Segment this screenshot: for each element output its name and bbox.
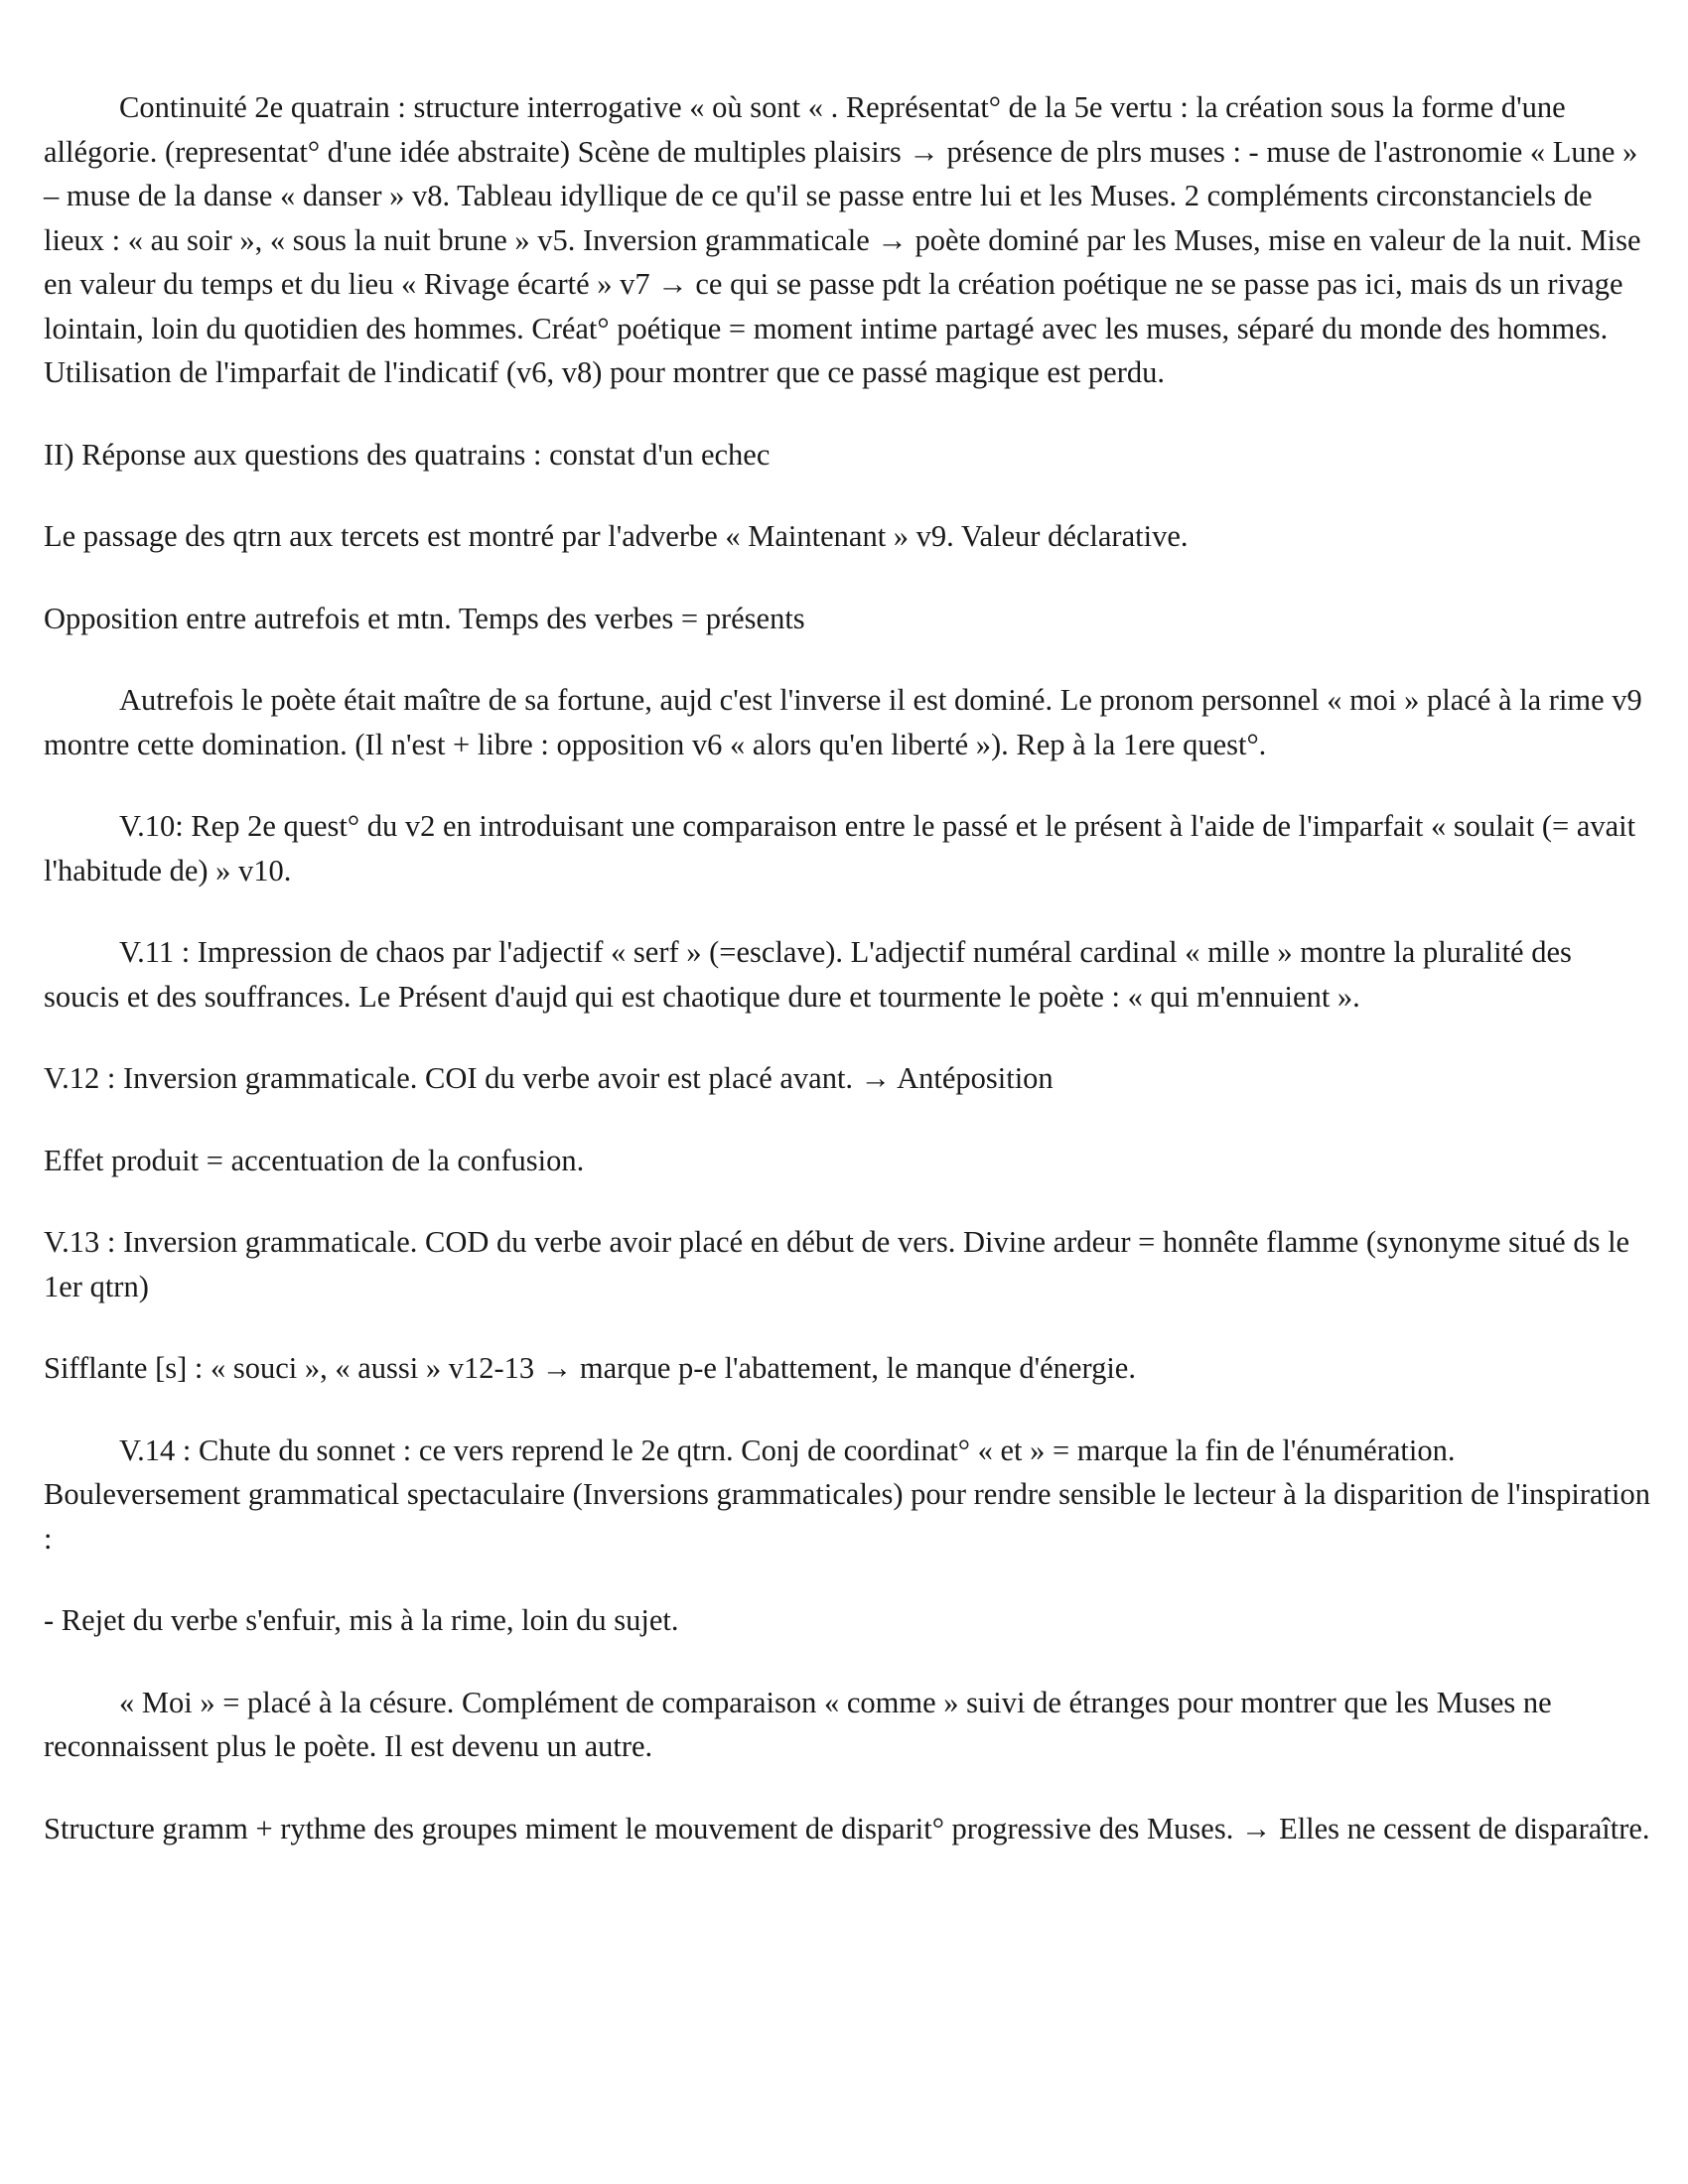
section-heading-part-2: II) Réponse aux questions des quatrains : constat d'un echec	[44, 437, 771, 472]
paragraph-opposition: Opposition entre autrefois et mtn. Temps des verbes = présents	[44, 601, 805, 635]
paragraph-verse-11: V.11 : Impression de chaos par l'adjectif « serf » (=esclave). L'adjectif numéral cardinal « mille » montre la pluralité des soucis et des souffrances. Le Présent d'aujd qui est chaotique dure et tourmente le poète : « qui m'ennuient ».	[44, 935, 1572, 1014]
paragraph-verse-10: V.10: Rep 2e quest° du v2 en introduisant une comparaison entre le passé et le présent à l'aide de l'imparfait « soulait (= avait l'habitude de) » v10.	[44, 809, 1636, 887]
paragraph-quatrain-analysis: Continuité 2e quatrain : structure interrogative « où sont « . Représentat° de la 5e vertu : la création sous la forme d'une allégorie. (representat° d'une idée abstraite) Scène de multiples plaisirs → présence de plrs muses : - muse de l'astronomie « Lune » – muse de la danse « danser » v8. Tableau idyllique de ce qu'il se passe entre lui et les Muses. 2 compléments circonstanciels de lieux : « au soir », « sous la nuit brune » v5. Inversion grammaticale → poète dominé par les Muses, mise en valeur de la nuit. Mise en valeur du temps et du lieu « Rivage écarté » v7 → ce qui se passe pdt la création poétique ne se passe pas ici, mais ds un rivage lointain, loin du quotidien des hommes. Créat° poétique = moment intime partagé avec les muses, séparé du monde des hommes. Utilisation de l'imparfait de l'indicatif (v6, v8) pour montrer que ce passé magique est perdu.	[44, 90, 1641, 389]
paragraph-rejet: - Rejet du verbe s'enfuir, mis à la rime, loin du sujet.	[44, 1603, 679, 1637]
paragraph-structure: Structure gramm + rythme des groupes miment le mouvement de disparit° progressive des Muses. → Elles ne cessent de disparaître.	[44, 1811, 1650, 1845]
document-body	[44, 85, 1652, 1888]
paragraph-verse-12: V.12 : Inversion grammaticale. COI du verbe avoir est placé avant. → Antéposition	[44, 1061, 1054, 1095]
paragraph-transition-tercets: Le passage des qtrn aux tercets est montré par l'adverbe « Maintenant » v9. Valeur déclarative.	[44, 519, 1189, 553]
paragraph-verse-13: V.13 : Inversion grammaticale. COD du verbe avoir placé en début de vers. Divine ardeur = honnête flamme (synonyme situé ds le 1er qtrn)	[44, 1225, 1630, 1303]
paragraph-effect: Effet produit = accentuation de la confusion.	[44, 1143, 585, 1177]
paragraph-sifflante: Sifflante [s] : « souci », « aussi » v12-13 → marque p-e l'abattement, le manque d'énergie.	[44, 1351, 1136, 1385]
paragraph-domination: Autrefois le poète était maître de sa fortune, aujd c'est l'inverse il est dominé. Le pronom personnel « moi » placé à la rime v9 montre cette domination. (Il n'est + libre : opposition v6 « alors qu'en liberté »). Rep à la 1ere quest°.	[44, 683, 1642, 761]
paragraph-cesure: « Moi » = placé à la césure. Complément de comparaison « comme » suivi de étranges pour montrer que les Muses ne reconnaissent plus le poète. Il est devenu un autre.	[44, 1685, 1552, 1763]
paragraph-verse-14: V.14 : Chute du sonnet : ce vers reprend le 2e qtrn. Conj de coordinat° « et » = marque la fin de l'énumération. Bouleversement grammatical spectaculaire (Inversions grammaticales) pour rendre sensible le lecteur à la disparition de l'inspiration :	[44, 1433, 1651, 1556]
